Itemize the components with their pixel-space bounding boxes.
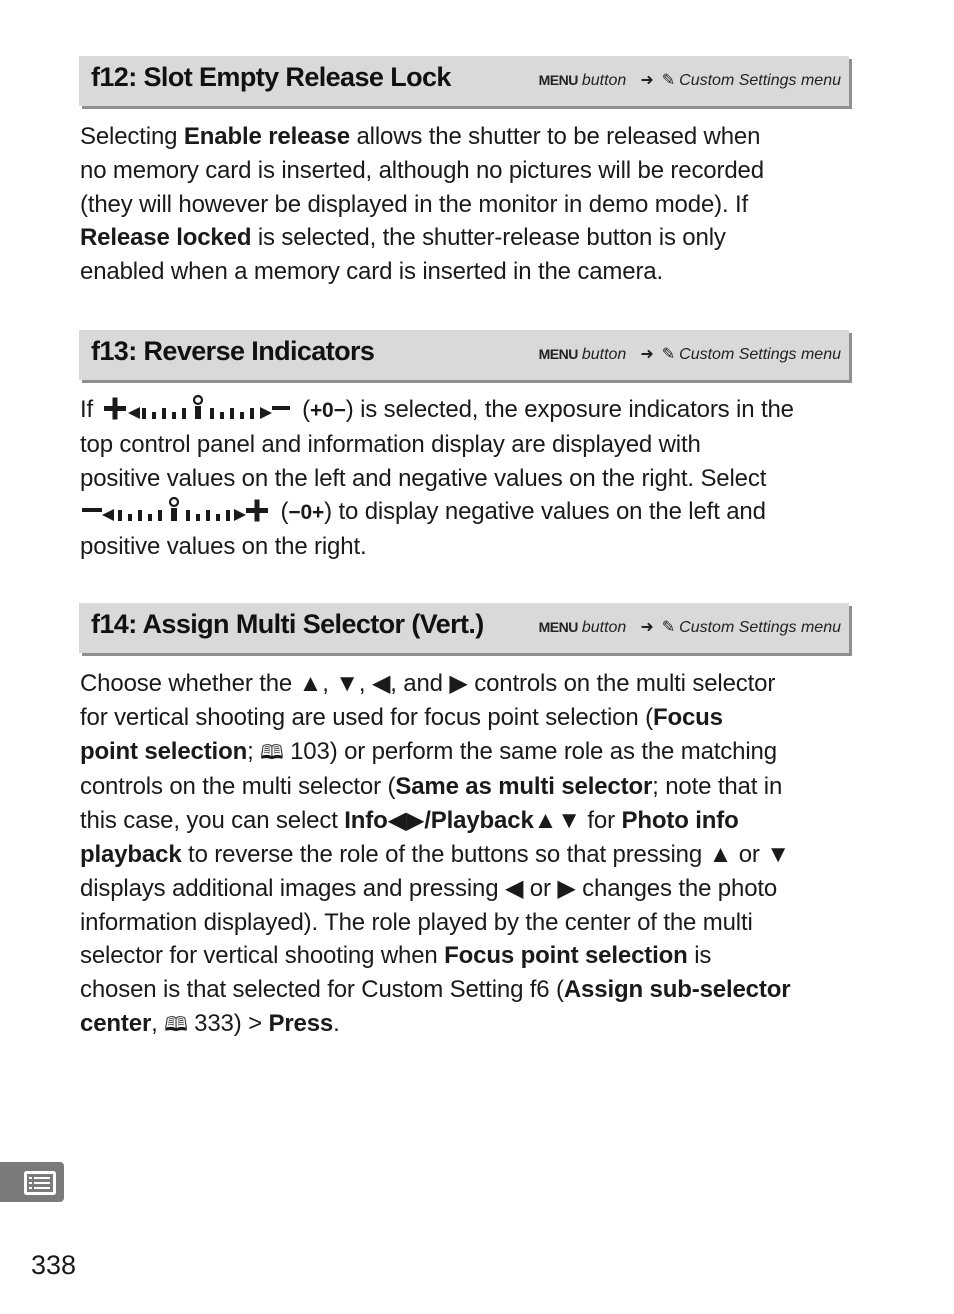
section-body-f13: If (+0−) is selected, the exposure indicators in the top control panel and information display are displayed with positive values on the left and negative values on the right. Select (−0+) to display negative values on the left and positive values on the right. [80, 396, 794, 561]
left-arrow-icon: ◀ [504, 874, 524, 902]
right-arrow-icon: ▶ [449, 670, 468, 697]
pencil-icon: ✎ [661, 619, 676, 636]
pencil-icon: ✎ [661, 346, 676, 363]
book-reference-icon: 🕮 [164, 1013, 188, 1036]
page-number: 338 [31, 1250, 77, 1280]
arrow-icon: ➜ [640, 619, 654, 636]
section-title: f12: Slot Empty Release Lock [91, 62, 451, 92]
section-title: f13: Reverse Indicators [91, 336, 375, 366]
menu-button-label: MENU [538, 619, 578, 635]
menu-button-label: MENU [538, 72, 578, 88]
exposure-indicator-plus-left-icon [102, 395, 292, 421]
custom-settings-list-icon [23, 1170, 57, 1196]
exposure-indicator-minus-left-icon [80, 497, 270, 523]
section-header-f13 [79, 330, 849, 380]
section-header-f14 [79, 603, 849, 653]
section-body-f14: Choose whether the ▲, ▼, ◀, and ▶ controls on the multi selector for vertical shooting are used for focus point selection (Focus point selection; 🕮 103) or perform the same role as the matching controls on the multi selector (Same as multi selector; note that in this case, you can select Info◀▶/Playback▲▼ for Photo info playback to reverse the role of the buttons so that pressing ▲ or ▼ displays additional images and pressing ◀ or ▶ changes the photo information displayed). The role played by the center of the multi selector for vertical shooting when Focus point selection is chosen is that selected for Custom Setting f6 (Assign sub-selector center, 🕮 333) > Press. [80, 670, 791, 1037]
section-body-f12: Selecting Enable release allows the shutter to be released when no memory card is inserted, although no pictures will be recorded (they will however be displayed in the monitor in demo mode). If Release locked is selected, the shutter-release button is only enabled when a memory card is inserted in the camera. [80, 123, 764, 286]
book-reference-icon: 🕮 [260, 741, 284, 764]
menu-button-label: MENU [538, 346, 578, 362]
menu-path: MENU button ➜ ✎ Custom Settings menu [538, 619, 841, 636]
arrow-icon: ➜ [640, 72, 654, 89]
down-arrow-icon: ▼ [766, 840, 790, 868]
chapter-tab [0, 1162, 64, 1202]
section-title: f14: Assign Multi Selector (Vert.) [91, 609, 484, 639]
pencil-icon: ✎ [661, 72, 676, 89]
menu-path: MENU button ➜ ✎ Custom Settings menu [538, 72, 841, 89]
right-arrow-icon: ▶ [557, 874, 576, 902]
up-arrow-icon: ▲ [708, 840, 733, 868]
arrow-icon: ➜ [640, 346, 654, 363]
down-arrow-icon: ▼ [335, 670, 359, 697]
left-arrow-icon: ◀ [371, 670, 391, 697]
up-arrow-icon: ▲ [298, 670, 323, 697]
menu-path: MENU button ➜ ✎ Custom Settings menu [538, 346, 841, 363]
section-header-f12 [79, 56, 849, 106]
